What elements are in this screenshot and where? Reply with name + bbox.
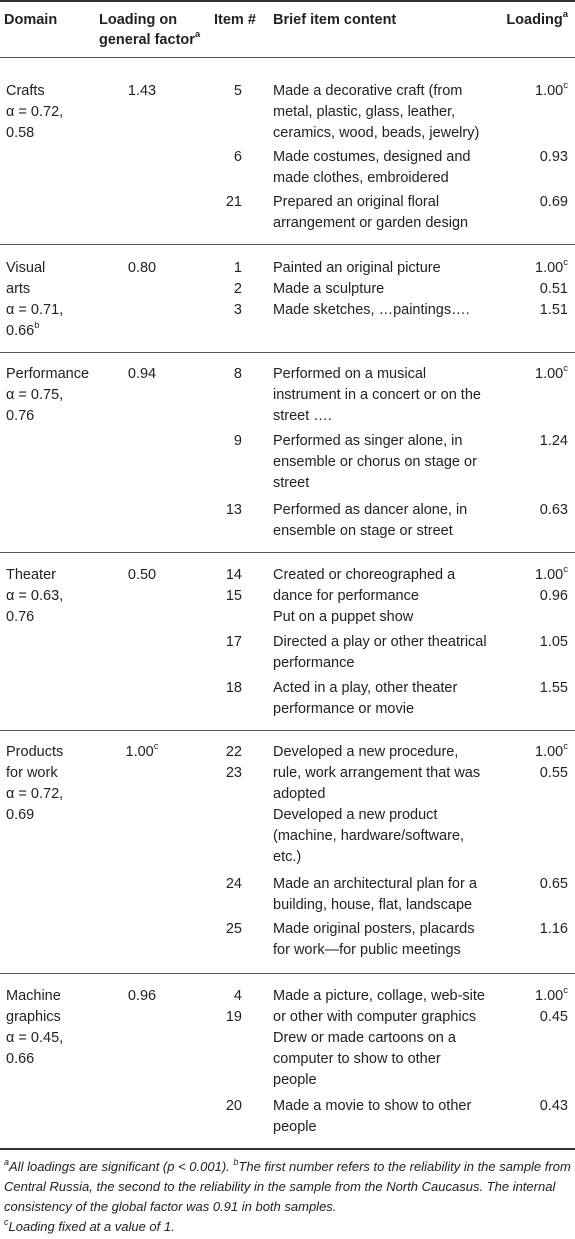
domain-performance-l1: Performance [6,366,90,382]
item-number: 17 [225,634,242,650]
domain-visual-arts-l2: arts [6,281,31,297]
item-number: 18 [225,680,242,696]
header-general-loading-l1: Loading on [99,12,178,28]
item-content-line: Developed a new procedure, [273,744,459,760]
item-content-line: street …. [273,408,332,424]
item-number: 24 [225,876,242,892]
item-content-line: Acted in a play, other theater [273,680,458,696]
item-loading: 1.00$^c$ [535,985,568,1004]
item-number: 2 [233,281,242,297]
item-loading: 0.65 [539,876,568,892]
header-rule [0,57,575,58]
item-content-line: ensemble or chorus on stage or [273,454,477,470]
table-bottom-rule [0,1148,575,1150]
item-loading: 1.24 [539,433,568,449]
general-loading-visual-arts: 0.80 [127,260,157,276]
item-content-line: performance [273,655,355,671]
domain-machine-graphics-l2: graphics [6,1009,61,1025]
item-content-line: for work—for public meetings [273,942,461,958]
general-loading-theater: 0.50 [127,567,157,583]
item-loading: 0.45 [539,1009,568,1025]
item-loading: 1.05 [539,634,568,650]
item-loading: 1.16 [539,921,568,937]
domain-products-l1: Products [6,744,64,760]
item-content-line: or other with computer graphics [273,1009,477,1025]
footnote-a-mark: a [4,1156,10,1167]
item-number: 25 [225,921,242,937]
item-loading: 1.55 [539,680,568,696]
item-content-line: Created or choreographed a [273,567,456,583]
item-number: 22 [225,744,242,760]
item-loading: 1.00$^c$ [535,564,568,583]
item-content-line: arrangement or garden design [273,215,469,231]
group-divider [0,730,575,731]
item-content-line: made clothes, embroidered [273,170,449,186]
item-loading: 1.00$^c$ [535,363,568,382]
domain-products-l4: 0.69 [6,807,35,823]
item-number: 19 [225,1009,242,1025]
item-content-line: Drew or made cartoons on a [273,1030,456,1046]
item-content-line: people [273,1072,317,1088]
header-item-number: Item # [214,12,256,28]
item-content-line: ceramics, wood, beads, jewelry) [273,125,480,141]
item-content-line: street [273,475,310,491]
domain-crafts-l2: α = 0.72, [6,104,64,120]
item-content-line: adopted [273,786,326,802]
item-content-line: Made a decorative craft (from [273,83,463,99]
footnote-c: Loading fixed at a value of 1. [8,1219,175,1234]
domain-performance-l2: α = 0.75, [6,387,64,403]
item-loading: 1.00$^c$ [535,80,568,99]
item-content-line: instrument in a concert or on the [273,387,481,403]
item-loading: 0.93 [539,149,568,165]
domain-crafts-l3: 0.58 [6,125,35,141]
item-content-line: computer to show to other [273,1051,441,1067]
group-divider [0,973,575,974]
table-top-rule [0,0,575,2]
item-loading: 0.51 [539,281,568,297]
item-content-line: performance or movie [273,701,415,717]
footnote-b-mark: b [233,1156,239,1167]
item-content-line: Made costumes, designed and [273,149,471,165]
item-content-line: dance for performance [273,588,419,604]
item-number: 20 [225,1098,242,1114]
domain-visual-arts-l4: 0.66$^b$ [6,320,40,339]
header-item-content: Brief item content [273,12,397,28]
item-content-line: Made a movie to show to other [273,1098,472,1114]
item-content-line: Developed a new product [273,807,438,823]
item-content-line: etc.) [273,849,302,865]
item-content-line: Painted an original picture [273,260,441,276]
general-loading-products: 1.00$^c$ [125,741,159,760]
domain-performance-l3: 0.76 [6,408,35,424]
item-content-line: Performed on a musical [273,366,427,382]
footnote-c-mark: c [4,1216,9,1227]
item-number: 1 [233,260,242,276]
item-number: 15 [225,588,242,604]
footnote-a: All loadings are significant (p < 0.001). [9,1159,230,1174]
item-loading: 0.55 [539,765,568,781]
item-loading: 0.69 [539,194,568,210]
item-content-line: ensemble on stage or street [273,523,453,539]
item-loading: 0.63 [539,502,568,518]
general-loading-machine-graphics: 0.96 [127,988,157,1004]
item-content-line: people [273,1119,317,1135]
group-divider [0,352,575,353]
item-content-line: Performed as singer alone, in [273,433,463,449]
item-content-line: Prepared an original floral [273,194,440,210]
header-general-loading-l2: general factor$^a$ [99,29,201,48]
domain-machine-graphics-l1: Machine [6,988,61,1004]
item-content-line: Directed a play or other theatrical [273,634,487,650]
domain-theater-l2: α = 0.63, [6,588,64,604]
header-loading: Loading$^a$ [506,9,568,28]
item-number: 5 [233,83,242,99]
domain-products-l2: for work [6,765,58,781]
item-content-line: Made a picture, collage, web-site [273,988,485,1004]
item-loading: 1.00$^c$ [535,257,568,276]
item-loading: 0.96 [539,588,568,604]
item-loading: 0.43 [539,1098,568,1114]
item-content-line: Made sketches, …paintings…. [273,302,470,318]
item-number: 23 [225,765,242,781]
item-number: 9 [233,433,242,449]
group-divider [0,552,575,553]
domain-machine-graphics-l4: 0.66 [6,1051,35,1067]
general-loading-performance: 0.94 [127,366,157,382]
domain-theater-l1: Theater [6,567,56,583]
item-loading: 1.00$^c$ [535,741,568,760]
item-content-line: building, house, flat, landscape [273,897,473,913]
footnote-b: The first number refers to the reliability in the sample from Central Russia, the second to the reliability in the sample from the North Caucasus. The internal consistency of the global factor was 0.91 in both samples. [4,1159,571,1214]
header-domain: Domain [4,12,58,28]
domain-products-l3: α = 0.72, [6,786,64,802]
item-content-line: Made a sculpture [273,281,385,297]
item-content-line: Performed as dancer alone, in [273,502,468,518]
table-footnotes [4,1157,572,1237]
item-content-line: (machine, hardware/software, [273,828,464,844]
item-number: 3 [233,302,242,318]
item-content-line: Made original posters, placards [273,921,475,937]
item-number: 14 [225,567,242,583]
item-content-line: metal, plastic, glass, leather, [273,104,456,120]
item-content-line: Put on a puppet show [273,609,414,625]
general-loading-crafts: 1.43 [127,83,157,99]
item-content-line: rule, work arrangement that was [273,765,481,781]
domain-theater-l3: 0.76 [6,609,35,625]
item-number: 8 [233,366,242,382]
item-number: 4 [233,988,242,1004]
item-loading: 1.51 [539,302,568,318]
group-divider [0,244,575,245]
domain-visual-arts-l3: α = 0.71, [6,302,64,318]
item-number: 21 [225,194,242,210]
item-content-line: Made an architectural plan for a [273,876,477,892]
item-number: 13 [225,502,242,518]
domain-visual-arts-l1: Visual [6,260,46,276]
domain-machine-graphics-l3: α = 0.45, [6,1030,64,1046]
domain-crafts-l1: Crafts [6,83,45,99]
item-number: 6 [233,149,242,165]
